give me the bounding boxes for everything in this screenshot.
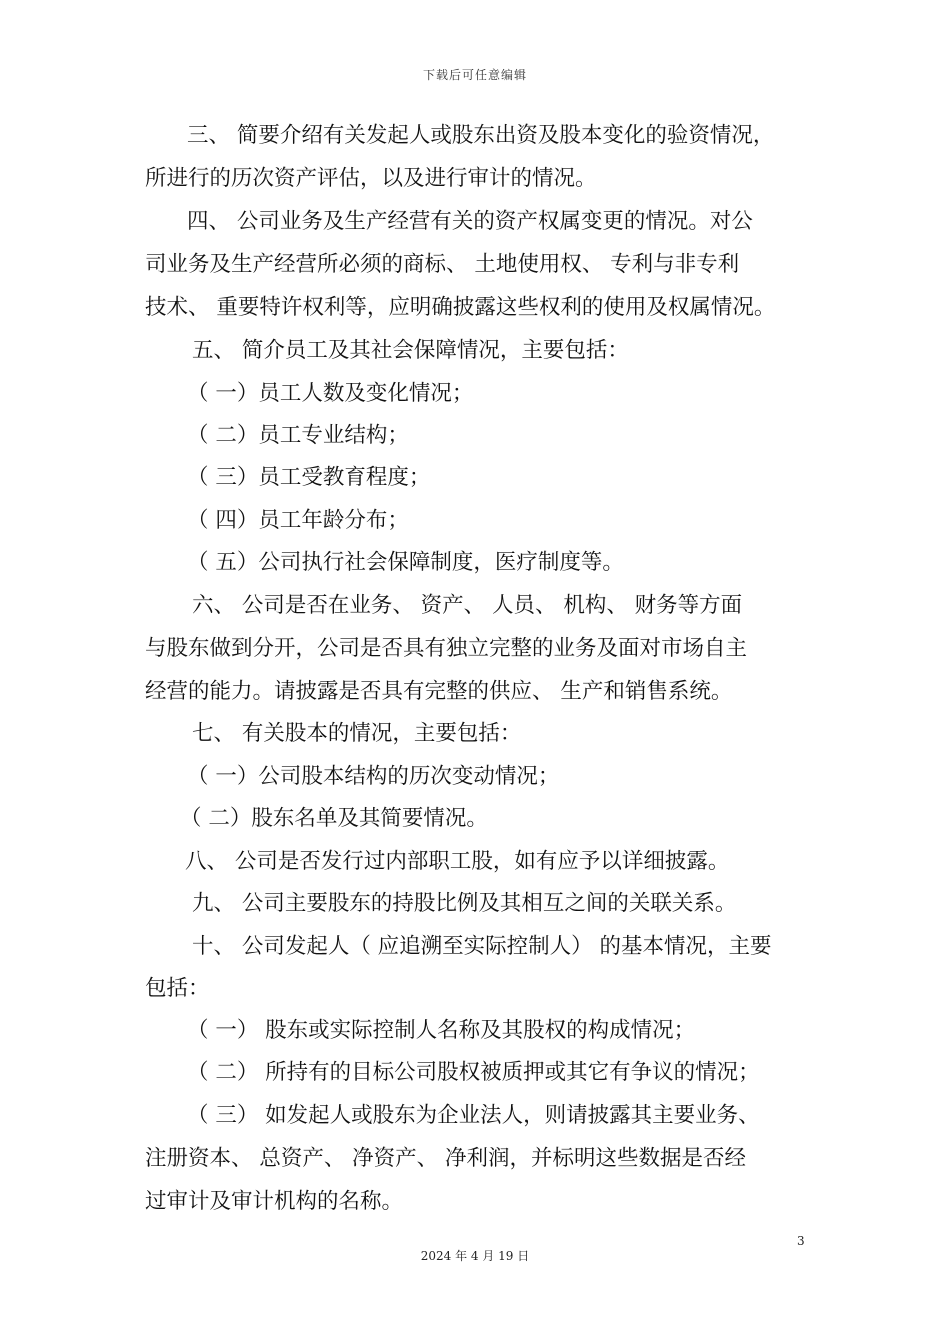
text-line: （ 三）员工受教育程度； (187, 465, 431, 490)
text-line: 九、 公司主要股东的持股比例及其相互之间的关联关系。 (192, 891, 737, 916)
text-line: （ 二）股东名单及其简要情况。 (180, 806, 488, 831)
text-line: 包括： (145, 976, 210, 1001)
text-line: （ 三） 如发起人或股东为企业法人，则请披露其主要业务、 (187, 1103, 760, 1128)
text-line: （ 二） 所持有的目标公司股权被质押或其它有争议的情况； (187, 1060, 760, 1085)
text-line: （ 五）公司执行社会保障制度，医疗制度等。 (187, 550, 624, 575)
text-line: （ 二）员工专业结构； (187, 423, 409, 448)
text-line: （ 一）员工人数及变化情况； (187, 381, 474, 406)
text-line: 注册资本、 总资产、 净资产、 净利润，并标明这些数据是否经 (145, 1146, 747, 1171)
text-line: 十、 公司发起人（ 应追溯至实际控制人） 的基本情况，主要 (192, 934, 772, 959)
text-line: （ 一）公司股本结构的历次变动情况； (187, 764, 560, 789)
text-line: 五、 简介员工及其社会保障情况，主要包括： (192, 338, 629, 363)
text-line: 六、 公司是否在业务、 资产、 人员、 机构、 财务等方面 (192, 593, 743, 618)
text-line: 八、 公司是否发行过内部职工股，如有应予以详细披露。 (185, 849, 730, 874)
page-number: 3 (797, 1234, 805, 1248)
text-line: 过审计及审计机构的名称。 (145, 1189, 404, 1214)
page-header: 下载后可任意编辑 (422, 68, 527, 82)
footer-date: 2024 年 4 月 19 日 (420, 1249, 530, 1263)
text-line: 所进行的历次资产评估，以及进行审计的情况。 (145, 166, 597, 191)
text-line: 司业务及生产经营所必须的商标、 土地使用权、 专利与非专利 (145, 252, 740, 277)
text-line: 七、 有关股本的情况，主要包括： (192, 721, 522, 746)
text-line: 经营的能力。请披露是否具有完整的供应、 生产和销售系统。 (145, 679, 733, 704)
text-line: 与股东做到分开，公司是否具有独立完整的业务及面对市场自主 (145, 636, 748, 661)
text-line: 四、 公司业务及生产经营有关的资产权属变更的情况。对公 (187, 209, 753, 234)
text-line: 技术、 重要特许权利等，应明确披露这些权利的使用及权属情况。 (145, 295, 776, 320)
text-line: 三、 简要介绍有关发起人或股东出资及股本变化的验资情况， (187, 123, 775, 148)
text-line: （ 一） 股东或实际控制人名称及其股权的构成情况； (187, 1018, 696, 1043)
text-line: （ 四）员工年龄分布； (187, 508, 409, 533)
